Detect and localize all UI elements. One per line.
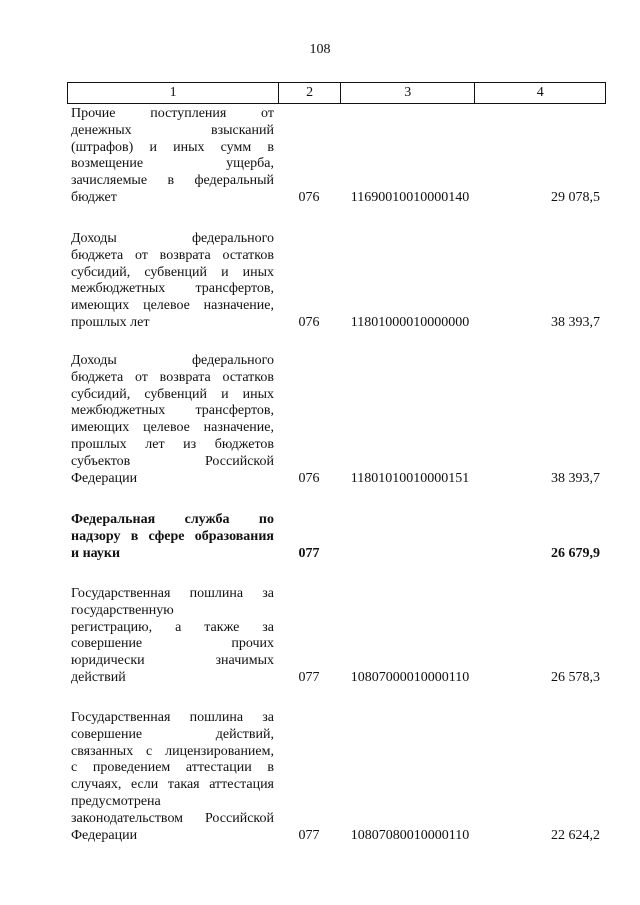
table-row — [0, 512, 640, 566]
revenue-name-line: Доходы федерального — [71, 231, 274, 246]
revenue-name-line: межбюджетных трансфертов, — [71, 403, 274, 419]
revenue-name — [71, 512, 274, 562]
revenue-name-line: (штрафов) и иных сумм в — [71, 139, 274, 155]
revenue-name-line: случаях, если такая аттестация — [71, 777, 274, 793]
revenue-name — [71, 353, 274, 487]
revenue-name-line: бюджет — [71, 189, 117, 205]
table-row — [0, 353, 640, 491]
revenue-name-line: Доходы федерального — [71, 353, 274, 368]
revenue-name-line: Федерации — [71, 827, 138, 843]
table-row — [0, 586, 640, 691]
amount: 22 624,2 — [551, 827, 600, 843]
revenue-name-line: межбюджетных трансфертов, — [71, 281, 274, 297]
amount: 38 393,7 — [551, 315, 600, 330]
revenue-name-line: возмещение ущерба, — [71, 156, 274, 172]
revenue-name-line: Государственная пошлина за — [71, 710, 274, 725]
revenue-name-line: субсидий, субвенций и иных — [71, 264, 274, 280]
table-row — [0, 231, 640, 336]
table-row — [0, 106, 640, 211]
amount: 29 078,5 — [551, 190, 600, 205]
revenue-name-line: с проведением аттестации в — [71, 760, 274, 776]
budget-class-code: 10807000010000110 — [350, 670, 470, 685]
table-row — [0, 710, 640, 848]
amount: 26 578,3 — [551, 670, 600, 685]
header-col-3: 3 — [340, 83, 475, 103]
revenue-name — [71, 710, 274, 844]
budget-class-code: 11690010010000140 — [350, 190, 470, 205]
revenue-name-line: имеющих целевое назначение, — [71, 298, 274, 314]
revenue-name-line: бюджета от возврата остатков — [71, 247, 274, 263]
revenue-name — [71, 231, 274, 332]
revenue-name-line: зачисляемые в федеральный — [71, 173, 274, 189]
revenue-name — [71, 106, 274, 207]
revenue-name-line: Государственная пошлина за — [71, 586, 274, 601]
revenue-name-line: связанных с лицензированием, — [71, 743, 274, 759]
revenue-name-line: имеющих целевое назначение, — [71, 420, 274, 436]
revenue-name-line: юридически значимых — [71, 653, 274, 669]
revenue-name-line: совершение действий, — [71, 726, 274, 742]
admin-code: 076 — [298, 315, 320, 330]
budget-class-code: 10807080010000110 — [350, 827, 470, 843]
amount: 38 393,7 — [551, 470, 600, 486]
revenue-name-line: и науки — [71, 545, 121, 561]
admin-code: 077 — [298, 670, 320, 685]
admin-code: 077 — [298, 545, 320, 561]
header-col-4: 4 — [474, 83, 605, 103]
revenue-name-line: регистрацию, а также за — [71, 619, 274, 635]
revenue-name-line: Прочие поступления от — [71, 106, 274, 121]
revenue-name-line: государственную — [71, 602, 174, 618]
revenue-name-line: субсидий, субвенций и иных — [71, 386, 274, 402]
admin-code: 076 — [298, 470, 320, 486]
table-header — [67, 82, 606, 104]
revenue-name-line: Федеральная служба по — [71, 512, 274, 527]
admin-code: 077 — [298, 827, 320, 843]
amount: 26 679,9 — [551, 545, 600, 561]
revenue-name-line: бюджета от возврата остатков — [71, 369, 274, 385]
revenue-name-line: субъектов Российской — [71, 453, 274, 469]
revenue-name-line: прошлых лет — [71, 314, 150, 330]
revenue-name-line: законодательством Российской — [71, 810, 274, 826]
revenue-name-line: совершение прочих — [71, 636, 274, 652]
admin-code: 076 — [298, 190, 320, 205]
revenue-name-line: надзору в сфере образования — [71, 528, 274, 544]
header-col-1: 1 — [169, 85, 177, 100]
revenue-name-line: Федерации — [71, 470, 138, 486]
revenue-name-line: действий — [71, 669, 126, 685]
header-col-2: 2 — [278, 83, 340, 103]
budget-class-code: 11801010010000151 — [350, 470, 470, 486]
revenue-name-line: прошлых лет из бюджетов — [71, 436, 274, 452]
revenue-name-line: предусмотрена — [71, 793, 161, 809]
revenue-name-line: денежных взысканий — [71, 122, 274, 138]
page-number: 108 — [309, 42, 331, 57]
budget-class-code: 11801000010000000 — [350, 315, 470, 330]
revenue-name — [71, 586, 274, 687]
